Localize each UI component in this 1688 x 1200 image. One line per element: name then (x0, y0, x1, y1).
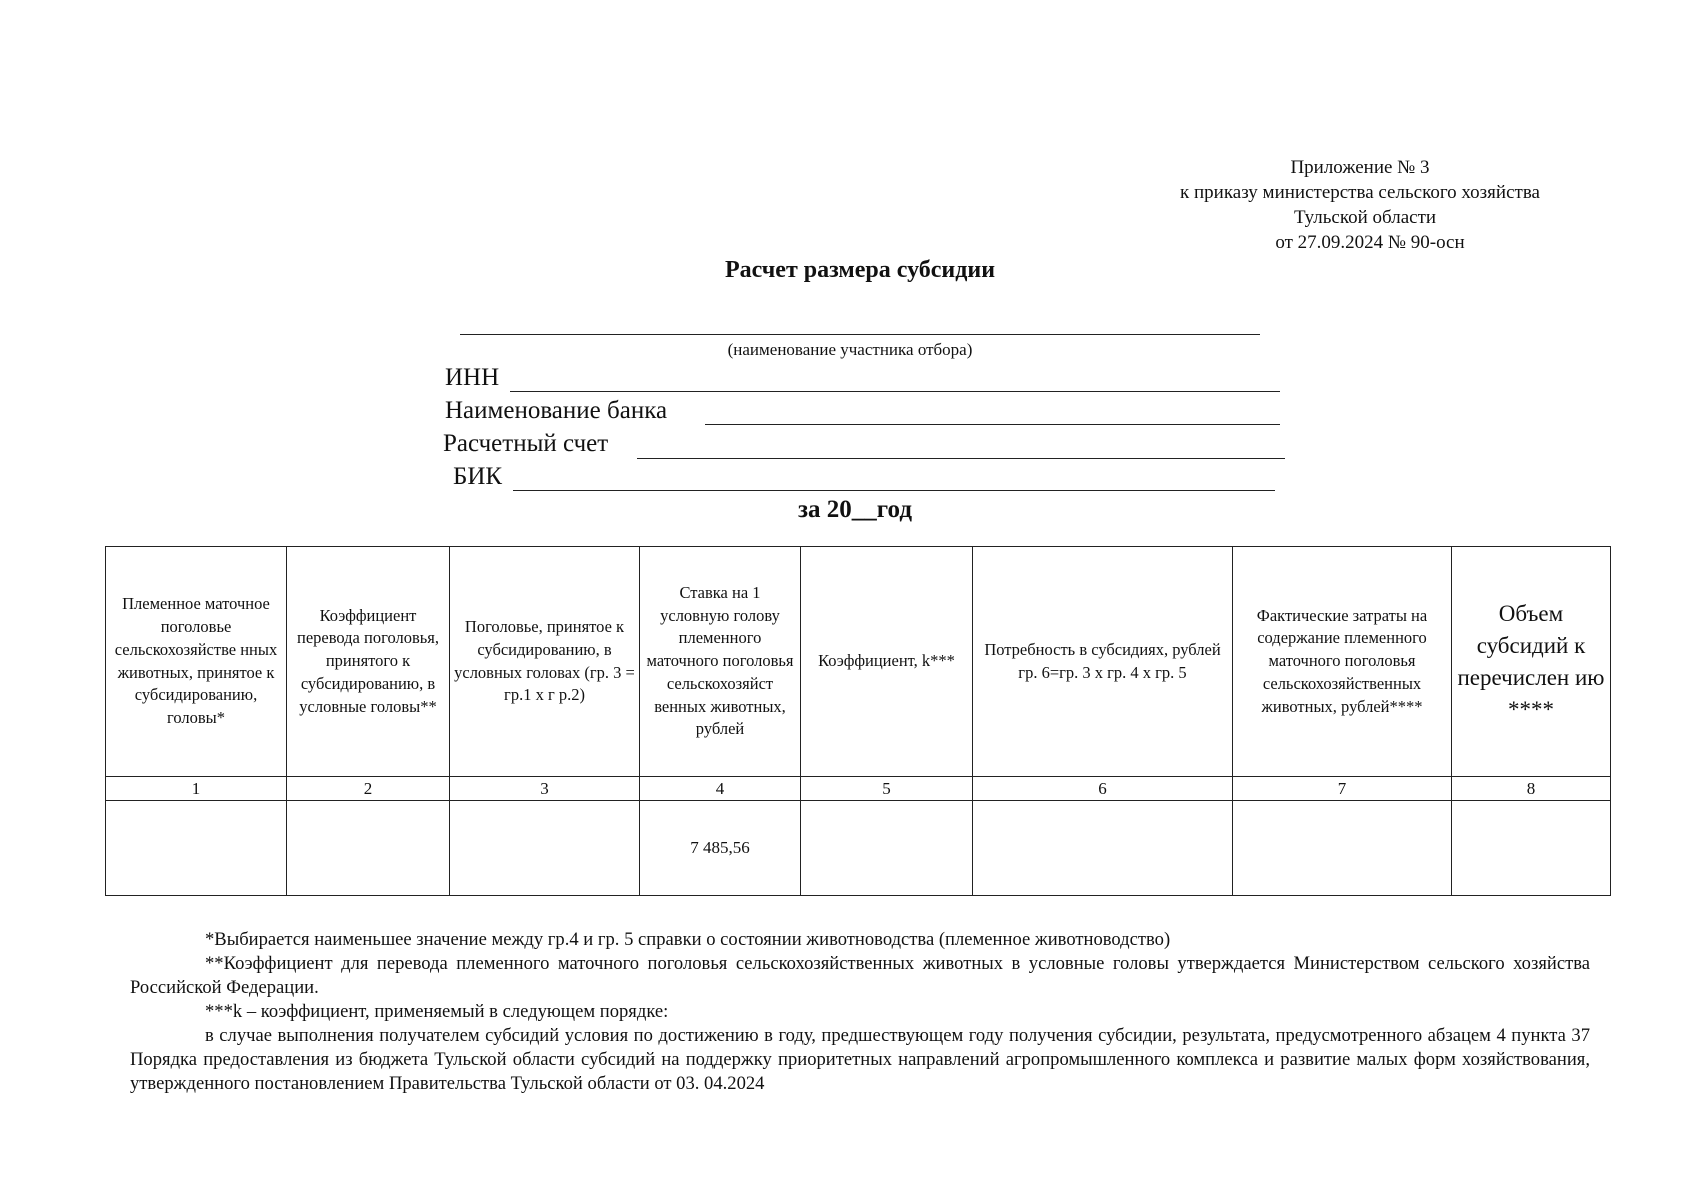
bank-label: Наименование банка (445, 397, 668, 424)
column-number: 6 (973, 777, 1233, 801)
appendix-region: Тульской области (1293, 207, 1437, 228)
bik-label: БИК (453, 463, 503, 490)
bank-field (445, 397, 667, 425)
header-subsidy-need: Потребность в субсидиях, рублей гр. 6=гр. 3 х гр. 4 х гр. 5 (973, 547, 1233, 777)
inn-field (445, 364, 499, 392)
bik-field (453, 463, 502, 491)
column-number: 1 (106, 777, 287, 801)
participant-name-line (460, 334, 1260, 335)
column-number: 5 (801, 777, 973, 801)
account-line (637, 458, 1285, 459)
subsidy-calculation-table (105, 546, 1611, 896)
footnote-2: **Коэффициент для перевода племенного маточного поголовья сельскохозяйственных животных в условные головы утверждается Министерством сельского хозяйства Российской Федерации. (130, 953, 1590, 998)
table-column-numbers-row (106, 777, 1611, 801)
header-breeding-livestock: Племенное маточное поголовье сельскохозяйстве нных животных, принятое к субсидированию, головы* (106, 547, 287, 777)
table-cell (973, 801, 1233, 896)
table-row (106, 801, 1611, 896)
rate-value-cell: 7 485,56 (640, 801, 801, 896)
header-conditional-heads: Поголовье, принятое к субсидированию, в условных головах (гр. 3 = гр.1 х г р.2) (450, 547, 640, 777)
header-coefficient-k: Коэффициент, k*** (801, 547, 973, 777)
table-cell (801, 801, 973, 896)
bank-line (705, 424, 1280, 425)
footnotes (130, 928, 1590, 1096)
appendix-number: Приложение № 3 (1290, 157, 1430, 178)
header-actual-costs: Фактические затраты на содержание племенного маточного поголовья сельскохозяйственных животных, рублей**** (1233, 547, 1452, 777)
table-cell (1233, 801, 1452, 896)
bik-line (513, 490, 1275, 491)
account-label: Расчетный счет (443, 430, 609, 457)
column-number: 8 (1452, 777, 1611, 801)
document-title: Расчет размера субсидии (724, 257, 996, 283)
appendix-order-ref: к приказу министерства сельского хозяйства (1180, 182, 1540, 203)
header-rate-per-head: Ставка на 1 условную голову племенного маточного поголовья сельскохозяйст венных животных, рублей (640, 547, 801, 777)
inn-label: ИНН (445, 364, 500, 391)
participant-caption: (наименование участника отбора) (727, 340, 973, 359)
table-cell (106, 801, 287, 896)
table-cell (287, 801, 450, 896)
column-number: 7 (1233, 777, 1452, 801)
footnote-4: в случае выполнения получателем субсидий условия по достижению в году, предшествующем году получения субсидии, результата, предусмотренного абзацем 4 пункта 37 Порядка предоставления из бюджета Тульской области субсидий на поддержку приоритетных направлений агропромышленного комплекса и развитие малых форм хозяйствования, утвержденного постановлением Правительства Тульской области от 03. 04.2024 (130, 1025, 1590, 1094)
table-cell (450, 801, 640, 896)
year-label: за 20__год (798, 496, 912, 523)
header-conversion-coefficient: Коэффициент перевода поголовья, принятого к субсидированию, в условные головы** (287, 547, 450, 777)
appendix-date-number: от 27.09.2024 № 90-осн (1275, 232, 1465, 253)
footnote-1: *Выбирается наименьшее значение между гр.4 и гр. 5 справки о состоянии животноводства (племенное животноводство) (205, 929, 1171, 950)
footnote-3: ***k – коэффициент, применяемый в следующем порядке: (205, 1001, 669, 1022)
table-header-row (106, 547, 1611, 777)
inn-line (510, 391, 1280, 392)
column-number: 4 (640, 777, 801, 801)
column-number: 2 (287, 777, 450, 801)
table-cell (1452, 801, 1611, 896)
appendix-block (1150, 155, 1570, 255)
header-subsidy-volume: Объем субсидий к перечислен ию **** (1452, 547, 1611, 777)
column-number: 3 (450, 777, 640, 801)
account-field (443, 430, 608, 458)
